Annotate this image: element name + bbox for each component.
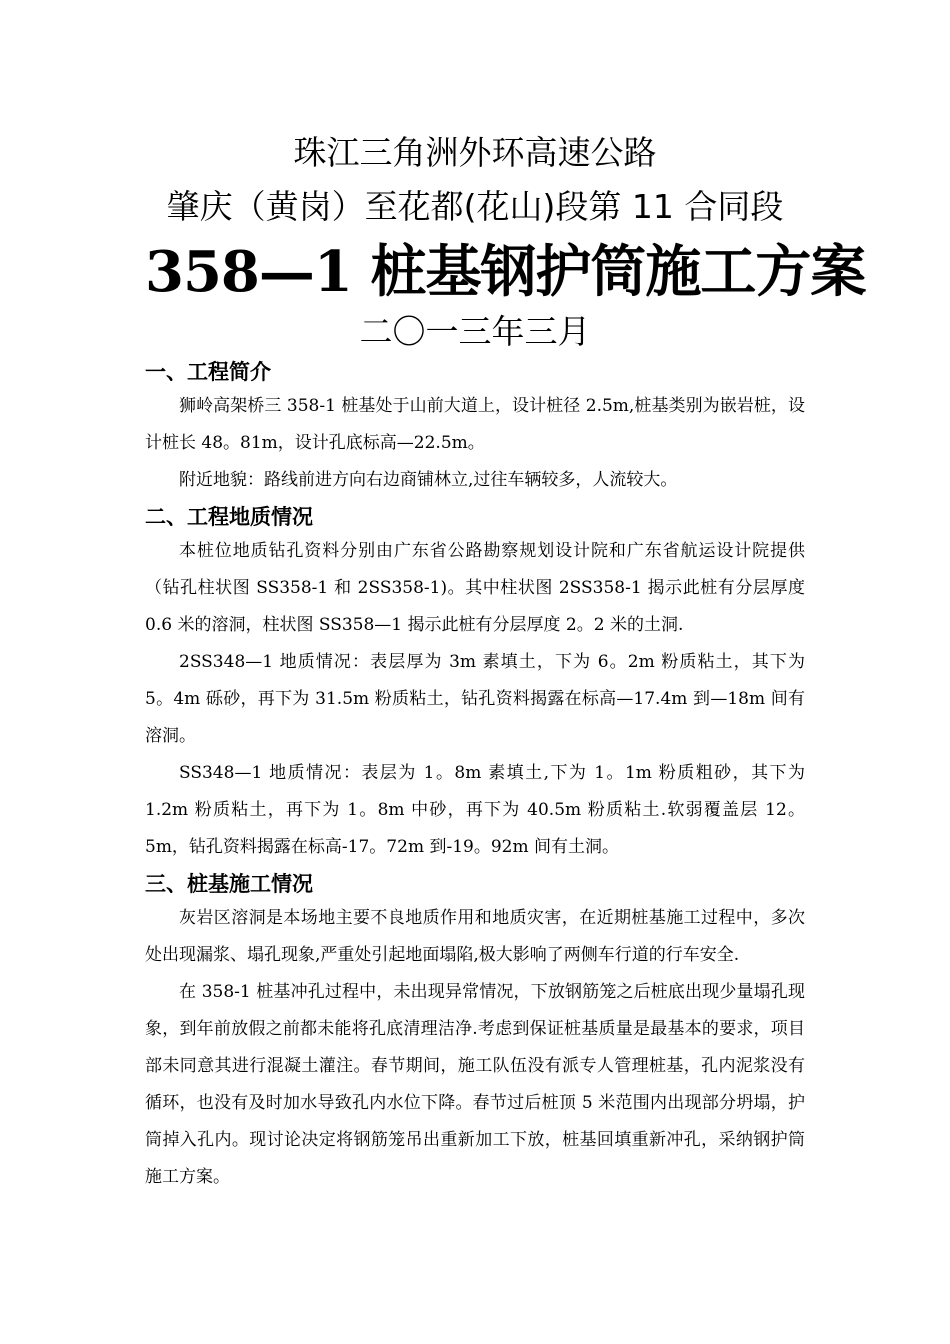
section-geology: [145, 501, 805, 866]
section-heading: 一、工程简介: [145, 360, 271, 384]
document-date: 二〇一三年三月: [359, 312, 591, 351]
paragraph: 附近地貌：路线前进方向右边商铺林立,过往车辆较多，人流较大。: [179, 470, 678, 490]
section-project-overview: [145, 356, 805, 499]
paragraph: 狮岭高架桥三 358-1 桩基处于山前大道上，设计桩径 2.5m,桩基类别为嵌岩桩，设计桩长 48。81m，设计孔底标高—22.5m。: [145, 396, 805, 453]
paragraph: 2SS348—1 地质情况：表层厚为 3m 素填土，下为 6。2m 粉质粘土，其下为 5。4m 砾砂，再下为 31.5m 粉质粘土，钻孔资料揭露在标高—17.4m 到—18m 间有溶洞。: [145, 652, 805, 746]
title-line-2: 肇庆（黄岗）至花都(花山)段第 11 合同段: [166, 187, 784, 226]
section-pile-construction: [145, 868, 805, 1196]
main-title: 358—1 桩基钢护筒施工方案: [145, 239, 866, 305]
paragraph: 灰岩区溶洞是本场地主要不良地质作用和地质灾害，在近期桩基施工过程中，多次处出现漏浆、塌孔现象,严重处引起地面塌陷,极大影响了两侧车行道的行车安全.: [145, 908, 805, 965]
section-heading: 三、桩基施工情况: [145, 872, 313, 896]
section-heading: 二、工程地质情况: [145, 505, 313, 529]
paragraph: 在 358-1 桩基冲孔过程中，未出现异常情况，下放钢筋笼之后桩底出现少量塌孔现象，到年前放假之前都未能将孔底清理洁净.考虑到保证桩基质量是最基本的要求，项目部未同意其进行混凝土灌注。春节期间，施工队伍没有派专人管理桩基，孔内泥浆没有循环，也没有及时加水导致孔内水位下降。春节过后桩顶 5 米范围内出现部分坍塌，护筒掉入孔内。现讨论决定将钢筋笼吊出重新加工下放，桩基回填重新冲孔，采纳钢护筒施工方案。: [145, 982, 805, 1187]
title-line-1: 珠江三角洲外环高速公路: [293, 133, 657, 172]
paragraph: SS348—1 地质情况：表层为 1。8m 素填土,下为 1。1m 粉质粗砂，其下为 1.2m 粉质粘土，再下为 1。8m 中砂，再下为 40.5m 粉质粘土.软弱覆盖层 12。5m，钻孔资料揭露在标高-17。72m 到-19。92m 间有土洞。: [145, 763, 805, 857]
paragraph: 本桩位地质钻孔资料分别由广东省公路勘察规划设计院和广东省航运设计院提供（钻孔柱状图 SS358-1 和 2SS358-1)。其中柱状图 2SS358-1 揭示此桩有分层厚度 0.6 米的溶洞，柱状图 SS358—1 揭示此桩有分层厚度 2。2 米的土洞.: [145, 541, 805, 635]
